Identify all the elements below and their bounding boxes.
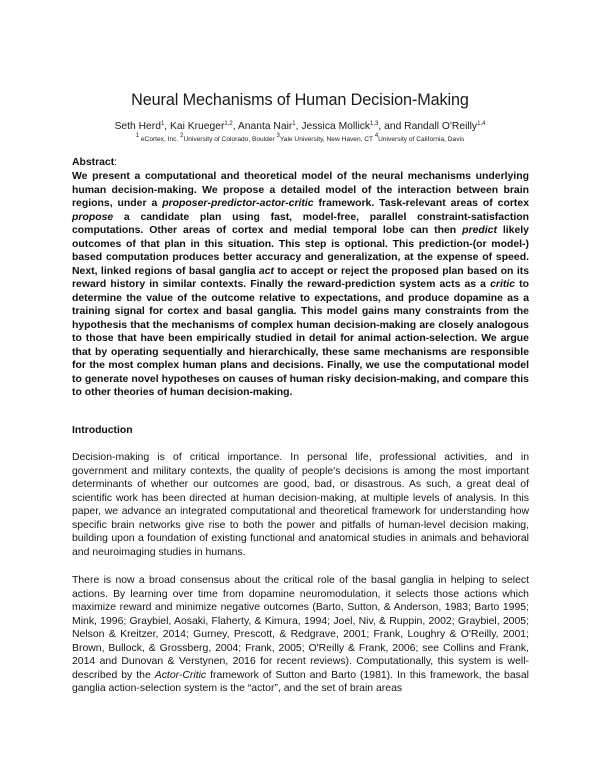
text-run: framework of Sutton and Barto (1981). In this framework, the basal ganglia action-selection system is the “actor”, and the set of brain areas (72, 669, 529, 694)
paragraph-text (72, 574, 529, 696)
text-run: framework. Task-relevant areas of cortex (313, 198, 529, 209)
body-paragraph (72, 451, 529, 559)
text-run: Decision-making is of critical importance. In personal life, professional activities, and in government and military contexts, the quality of people's decisions is among the most important determinants of whether our outcomes are good, bad, or disastrous. As such, a great deal of scientific work has been directed at human decision-making, at multiple levels of analysis. In this paper, we advance an integrated computational and theoretical framework for understanding how specific brain networks give rise to both the power and pitfalls of human-level decision making, building upon a foundation of existing functional and anatomical studies in animals and behavioral and neuroimaging studies in humans. (72, 452, 529, 558)
author-affil-marker: 1,3 (370, 121, 379, 127)
author-affil-marker: 1 (160, 121, 165, 127)
emphasized-term: Actor-Critic (154, 669, 207, 681)
author: Jessica Mollick$^{1,3}$, and (301, 121, 405, 132)
emphasized-term: proposer-predictor-actor-critic (162, 198, 314, 209)
author: Kai Krueger$^{1,2}$, (170, 121, 238, 132)
abstract-heading: Abstract: (72, 157, 118, 168)
emphasized-term: critic (490, 279, 516, 290)
emphasized-term: propose (72, 211, 114, 223)
affiliation: $^3$Yale University, New Haven, CT (276, 133, 375, 143)
body-paragraph (72, 574, 529, 696)
affiliation-list (0, 133, 600, 143)
paragraph-text (72, 451, 529, 559)
author-affil-marker: 1,2 (224, 121, 233, 127)
paper-title: Neural Mechanisms of Human Decision-Making (131, 91, 469, 109)
author: Ananta Nair$^1$, (237, 121, 302, 132)
text-run: likely outcomes of that plan in this situation. This step is optional. This prediction-(or model-) based computation produces better accuracy and generalization, at the expense of speed. Next, linked regions of basal ganglia (72, 225, 529, 277)
author-list (0, 121, 600, 132)
affiliation: $^1$ eCortex, Inc. (135, 133, 181, 143)
text-run: to determine the value of the outcome relative to expectations, and produce dopamine as a training signal for cortex and basal ganglia. This model gains many constraints from the hypothesis that the mechanisms of complex human decision-making are closely analogous to those that have been empirically studied in detail for animal action-selection. We argue that by operating sequentially and hierarchically, these same mechanisms are responsible for the most complex human plans and decisions. Finally, we use the computational model to generate novel hypotheses on causes of human risky decision-making, and compare this to other theories of human decision-making. (72, 279, 529, 398)
abstract-body (72, 170, 529, 400)
affiliation: $^4$University of California, Davis (374, 133, 465, 143)
text-run: We present a computational and theoretical model of the neural mechanisms underlying human decision-making. We propose a detailed model of the interaction between brain regions, under a (72, 171, 529, 209)
author: Seth Herd$^1$, (114, 121, 171, 132)
author: Randall O'Reilly$^{1,4}$ (404, 121, 486, 132)
text-run: There is now a broad consensus about the critical role of the basal ganglia in helping to select actions. By learning over time from dopamine neuromodulation, it selects those actions which maximize reward and minimize negative outcomes (Barto, Sutton, & Anderson, 1983; Barto 1995; Mink, 1996; Graybiel, Aosaki, Flaherty, & Kimura, 1994; Joel, Niv, & Ruppin, 2002; Graybiel, 2005; Nelson & Kreitzer, 2014; Gurney, Prescott, & Redgrave, 2001; Frank, Loughry & O'Reilly, 2001; Brown, Bullock, & Grossberg, 2004; Frank, 2005; O'Reilly & Frank, 2006; see Collins and Frank, 2014 and Dunovan & Verstynen, 2016 for recent reviews). Computationally, this system is well-described by the (72, 575, 529, 681)
author-affil-marker: 1 (292, 121, 296, 127)
affiliation: $^2$University of Colorado, Boulder (180, 133, 277, 143)
author-affil-marker: 1,4 (477, 121, 486, 127)
text-run: to accept or reject the proposed plan based on its reward history in similar contexts. Finally the reward-prediction system acts as a (72, 265, 529, 290)
section-heading-introduction: Introduction (72, 425, 133, 436)
emphasized-term: act (258, 265, 274, 277)
emphasized-term: predict (462, 225, 497, 236)
abstract-paragraph (72, 170, 529, 400)
text-run: a candidate plan using fast, model-free, parallel constraint-satisfaction computations. Other areas of cortex and medial temporal lobe can then (72, 211, 529, 236)
